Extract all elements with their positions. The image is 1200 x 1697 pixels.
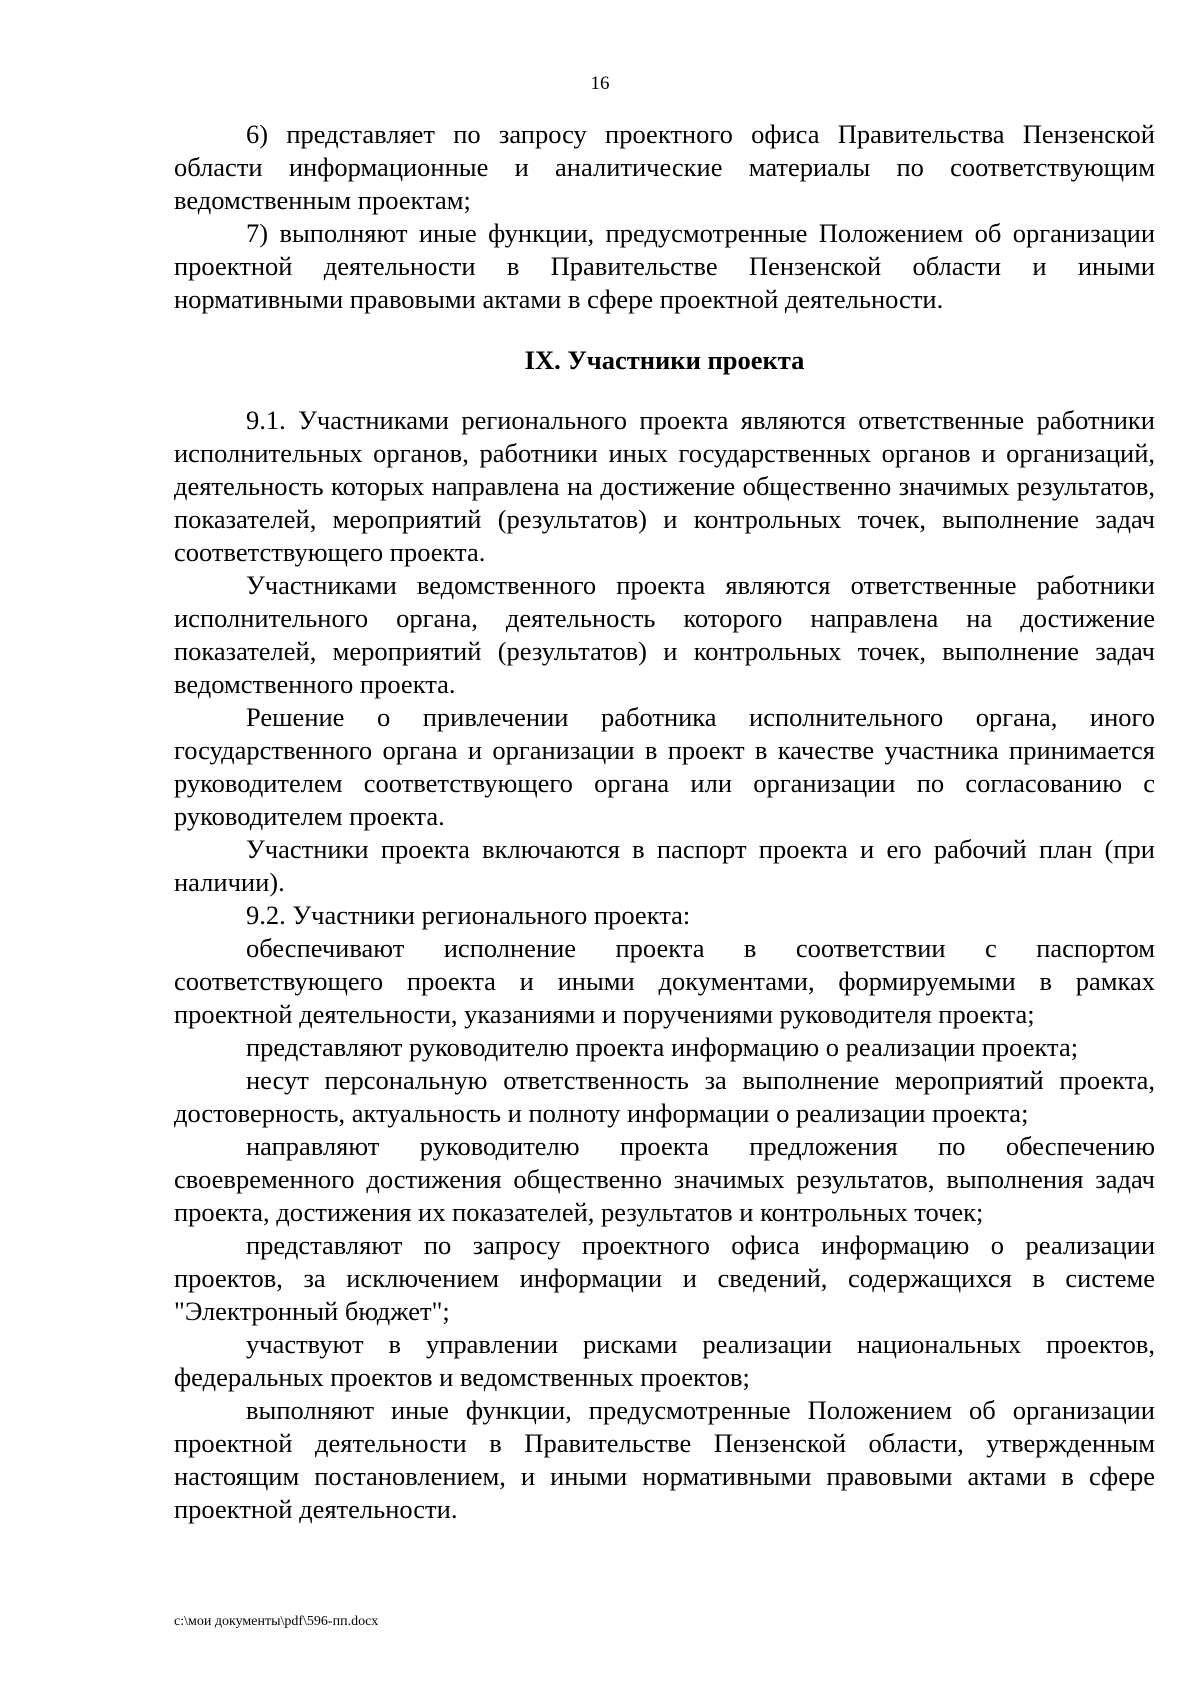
- footer-file-path: c:\мои документы\pdf\596-пп.docx: [174, 1614, 379, 1629]
- paragraph-departmental-participants: Участниками ведомственного проекта являются ответственные работники исполнительного органа, деятельность которого направлена на достижение показателей, мероприятий (результатов) и контрольных точек, выполнение задач ведомственного проекта.: [174, 570, 1155, 699]
- paragraph-ensure-execution: обеспечивают исполнение проекта в соответствии с паспортом соответствующего проекта и иными документами, формируемыми в рамках проектной деятельности, указаниями и поручениями руководителя проекта;: [174, 933, 1155, 1029]
- page-number: 16: [590, 73, 610, 94]
- paragraph-proposals: направляют руководителю проекта предложения по обеспечению своевременного достижения общественно значимых результатов, выполнения задач проекта, достижения их показателей, результатов и контрольных точек;: [174, 1131, 1155, 1227]
- paragraph-report-info: представляют руководителю проекта информацию о реализации проекта;: [246, 1032, 1079, 1062]
- paragraph-item-6: 6) представляет по запросу проектного офиса Правительства Пензенской области информационные и аналитические материалы по соответствующим ведомственным проектам;: [174, 119, 1155, 215]
- paragraph-other-functions: выполняют иные функции, предусмотренные Положением об организации проектной деятельности в Правительстве Пензенской области, утвержденным настоящим постановлением, и иными нормативными правовыми актами в сфере проектной деятельности.: [174, 1395, 1155, 1524]
- paragraph-9-2: 9.2. Участники регионального проекта:: [246, 900, 691, 930]
- section-heading: IX. Участники проекта: [524, 345, 805, 375]
- paragraph-9-1: 9.1. Участниками регионального проекта являются ответственные работники исполнительных органов, работники иных государственных органов и организаций, деятельность которых направлена на достижение общественно значимых результатов, показателей, мероприятий (результатов) и контрольных точек, выполнение задач соответствующего проекта.: [174, 405, 1155, 567]
- document-body: [174, 118, 1155, 1526]
- paragraph-responsibility: несут персональную ответственность за выполнение мероприятий проекта, достоверность, актуальность и полноту информации о реализации проекта;: [174, 1065, 1155, 1128]
- paragraph-risk-management: участвуют в управлении рисками реализации национальных проектов, федеральных проектов и ведомственных проектов;: [174, 1329, 1155, 1392]
- paragraph-office-requests: представляют по запросу проектного офиса информацию о реализации проектов, за исключением информации и сведений, содержащихся в системе "Электронный бюджет";: [174, 1230, 1155, 1326]
- paragraph-item-7: 7) выполняют иные функции, предусмотренные Положением об организации проектной деятельности в Правительстве Пензенской области и иными нормативными правовыми актами в сфере проектной деятельности.: [174, 218, 1155, 314]
- paragraph-participant-decision: Решение о привлечении работника исполнительного органа, иного государственного органа и организации в проект в качестве участника принимается руководителем соответствующего органа или организации по согласованию с руководителем проекта.: [174, 702, 1155, 831]
- paragraph-passport-inclusion: Участники проекта включаются в паспорт проекта и его рабочий план (при наличии).: [174, 834, 1155, 897]
